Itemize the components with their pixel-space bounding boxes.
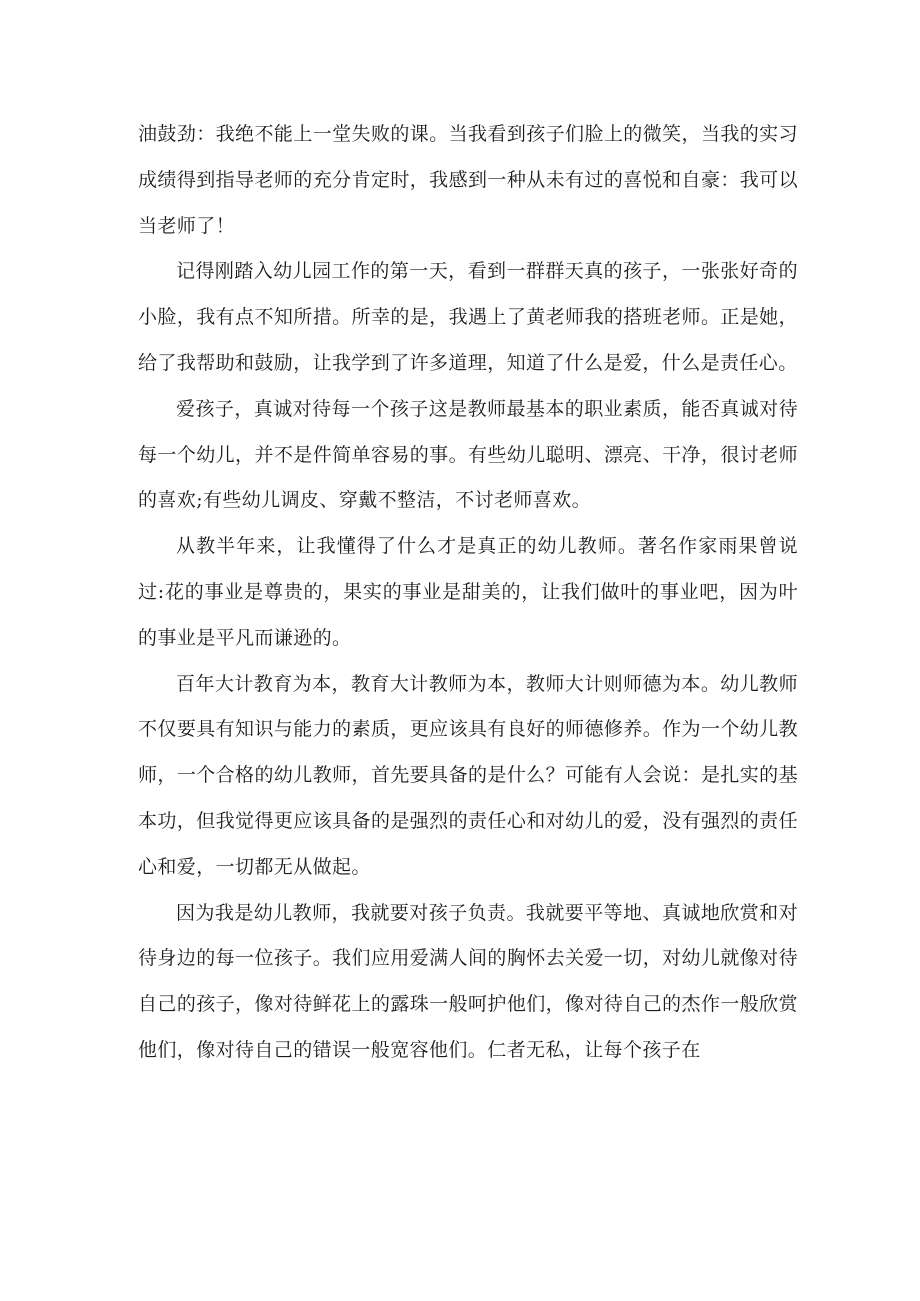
- paragraph-2: 记得刚踏入幼儿园工作的第一天，看到一群群天真的孩子，一张张好奇的小脸，我有点不知所措。所幸的是，我遇上了黄老师我的搭班老师。正是她，给了我帮助和鼓励，让我学到了许多道理，知道了什么是爱，什么是责任心。: [138, 260, 798, 374]
- paragraph-3: 爱孩子，真诚对待每一个孩子这是教师最基本的职业素质，能否真诚对待每一个幼儿，并不是件简单容易的事。有些幼儿聪明、漂亮、干净，很讨老师的喜欢;有些幼儿调皮、穿戴不整洁，不讨老师喜欢。: [138, 397, 798, 512]
- paragraph-1: 油鼓劲：我绝不能上一堂失败的课。当我看到孩子们脸上的微笑，当我的实习成绩得到指导老师的充分肯定时，我感到一种从未有过的喜悦和自豪：我可以当老师了！: [138, 123, 798, 237]
- paragraph-4: 从教半年来，让我懂得了什么才是真正的幼儿教师。著名作家雨果曾说过:花的事业是尊贵的，果实的事业是甜美的，让我们做叶的事业吧，因为叶的事业是平凡而谦逊的。: [138, 535, 798, 649]
- paragraph-5: 百年大计教育为本，教育大计教师为本，教师大计则师德为本。幼儿教师不仅要具有知识与能力的素质，更应该具有良好的师德修养。作为一个幼儿教师，一个合格的幼儿教师，首先要具备的是什么？可能有人会说：是扎实的基本功，但我觉得更应该具备的是强烈的责任心和对幼儿的爱，没有强烈的责任心和爱，一切都无从做起。: [138, 672, 798, 878]
- paragraph-6: 因为我是幼儿教师，我就要对孩子负责。我就要平等地、真诚地欣赏和对待身边的每一位孩子。我们应用爱满人间的胸怀去关爱一切，对幼儿就像对待自己的孩子，像对待鲜花上的露珠一般呵护他们，像对待自己的杰作一般欣赏他们，像对待自己的错误一般宽容他们。仁者无私，让每个孩子在: [138, 901, 798, 1061]
- body-text: [138, 112, 798, 1074]
